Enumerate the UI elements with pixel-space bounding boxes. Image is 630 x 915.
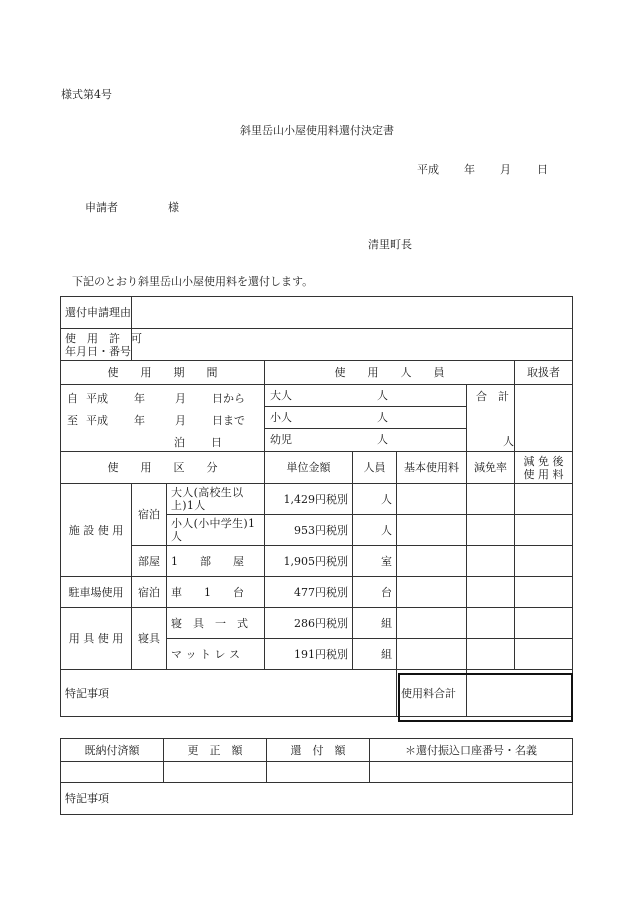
car-item: 車 1 台 xyxy=(167,577,265,608)
date-day: 日 xyxy=(537,163,548,176)
basic-fee-header: 基本使用料 xyxy=(397,452,467,484)
infant-row: 幼児 人 xyxy=(270,433,388,446)
mattress-reduced-fee[interactable] xyxy=(515,639,573,670)
adult-lodging-unit: 人 xyxy=(353,484,397,515)
car-reduction[interactable] xyxy=(467,577,515,608)
date-month: 月 xyxy=(500,163,511,176)
summary-remarks-label: 特記事項 xyxy=(61,783,573,815)
date-year: 年 xyxy=(464,163,475,176)
fee-total-box xyxy=(398,673,573,722)
car-reduced-fee[interactable] xyxy=(515,577,573,608)
people-header: 使 用 人 員 xyxy=(265,361,515,385)
parking-lodging-label: 宿泊 xyxy=(132,577,167,608)
refund-summary-table xyxy=(60,738,573,815)
form-number: 様式第4号 xyxy=(61,88,112,101)
bedding-item: 寝 具 一 式 xyxy=(167,608,265,639)
parking-label: 駐車場使用 xyxy=(61,577,132,608)
total-people-cell: 合 計 人 xyxy=(467,385,515,452)
adult-lodging-item: 大人(高校生以上)1人 xyxy=(167,484,265,515)
applicant-suffix: 様 xyxy=(168,201,179,214)
people-count-header: 人員 xyxy=(353,452,397,484)
adult-lodging-reduced-fee[interactable] xyxy=(515,484,573,515)
child-lodging-basic-fee[interactable] xyxy=(397,515,467,546)
refund-amount-header: 還 付 額 xyxy=(267,739,370,762)
handler-header: 取扱者 xyxy=(515,361,573,385)
period-from: 自 平成 年 月 日から xyxy=(67,392,245,405)
period-to: 至 平成 年 月 日まで xyxy=(67,414,245,427)
paid-amount-field[interactable] xyxy=(61,762,164,783)
bedding-reduction[interactable] xyxy=(467,608,515,639)
document-title: 斜里岳山小屋使用料還付決定書 xyxy=(240,124,394,137)
mattress-reduction[interactable] xyxy=(467,639,515,670)
unit-price-header: 単位金額 xyxy=(265,452,353,484)
room-price: 1,905円税別 xyxy=(265,546,353,577)
equipment-use-label: 用 具 使 用 xyxy=(61,608,132,670)
reduction-rate-header: 減免率 xyxy=(467,452,515,484)
car-price: 477円税別 xyxy=(265,577,353,608)
refund-amount-field[interactable] xyxy=(267,762,370,783)
room-basic-fee[interactable] xyxy=(397,546,467,577)
category-header: 使 用 区 分 xyxy=(61,452,265,484)
child-lodging-unit: 人 xyxy=(353,515,397,546)
adult-lodging-price: 1,429円税別 xyxy=(265,484,353,515)
mattress-price: 191円税別 xyxy=(265,639,353,670)
date-era: 平成 xyxy=(417,163,439,176)
lodging-label: 宿泊 xyxy=(132,484,167,546)
permit-label: 使 用 許 可 年月日・番号 xyxy=(61,329,132,361)
child-lodging-reduction[interactable] xyxy=(467,515,515,546)
car-unit: 台 xyxy=(353,577,397,608)
child-lodging-item: 小人(小中学生)1人 xyxy=(167,515,265,546)
bedding-basic-fee[interactable] xyxy=(397,608,467,639)
intro-text: 下記のとおり斜里岳山小屋使用料を還付します。 xyxy=(72,275,314,288)
child-row: 小人 人 xyxy=(265,407,466,429)
bedding-reduced-fee[interactable] xyxy=(515,608,573,639)
paid-amount-header: 既納付済額 xyxy=(61,739,164,762)
adult-row: 大人 人 xyxy=(265,385,466,407)
mattress-basic-fee[interactable] xyxy=(397,639,467,670)
period-header: 使 用 期 間 xyxy=(61,361,265,385)
account-header: ＊還付振込口座番号・名義 xyxy=(370,739,573,762)
mattress-unit: 組 xyxy=(353,639,397,670)
refund-reason-label: 還付申請理由 xyxy=(61,297,132,329)
mattress-item: マ ッ ト レ ス xyxy=(167,639,265,670)
bedding-unit: 組 xyxy=(353,608,397,639)
room-reduction[interactable] xyxy=(467,546,515,577)
corrected-amount-field[interactable] xyxy=(164,762,267,783)
permit-field[interactable] xyxy=(132,329,573,361)
room-reduced-fee[interactable] xyxy=(515,546,573,577)
corrected-amount-header: 更 正 額 xyxy=(164,739,267,762)
period-cell xyxy=(61,385,265,452)
people-breakdown-cell xyxy=(265,385,467,452)
room-item: 1 部 屋 xyxy=(167,546,265,577)
issuer: 清里町長 xyxy=(368,238,412,251)
child-lodging-price: 953円税別 xyxy=(265,515,353,546)
refund-reason-field[interactable] xyxy=(132,297,573,329)
adult-lodging-basic-fee[interactable] xyxy=(397,484,467,515)
refund-detail-table xyxy=(60,296,573,717)
reduced-fee-header: 減 免 後 使 用 料 xyxy=(515,452,573,484)
room-label: 部屋 xyxy=(132,546,167,577)
room-unit: 室 xyxy=(353,546,397,577)
bedding-label: 寝具 xyxy=(132,608,167,670)
handler-field[interactable] xyxy=(515,385,573,452)
account-field[interactable] xyxy=(370,762,573,783)
applicant-label: 申請者 xyxy=(85,201,118,214)
fee-total-label: 使用料合計 xyxy=(397,670,467,717)
facility-use-label: 施 設 使 用 xyxy=(61,484,132,577)
bedding-price: 286円税別 xyxy=(265,608,353,639)
adult-lodging-reduction[interactable] xyxy=(467,484,515,515)
period-nights: 泊 日 xyxy=(174,436,222,449)
remarks-label: 特記事項 xyxy=(61,670,397,717)
car-basic-fee[interactable] xyxy=(397,577,467,608)
child-lodging-reduced-fee[interactable] xyxy=(515,515,573,546)
